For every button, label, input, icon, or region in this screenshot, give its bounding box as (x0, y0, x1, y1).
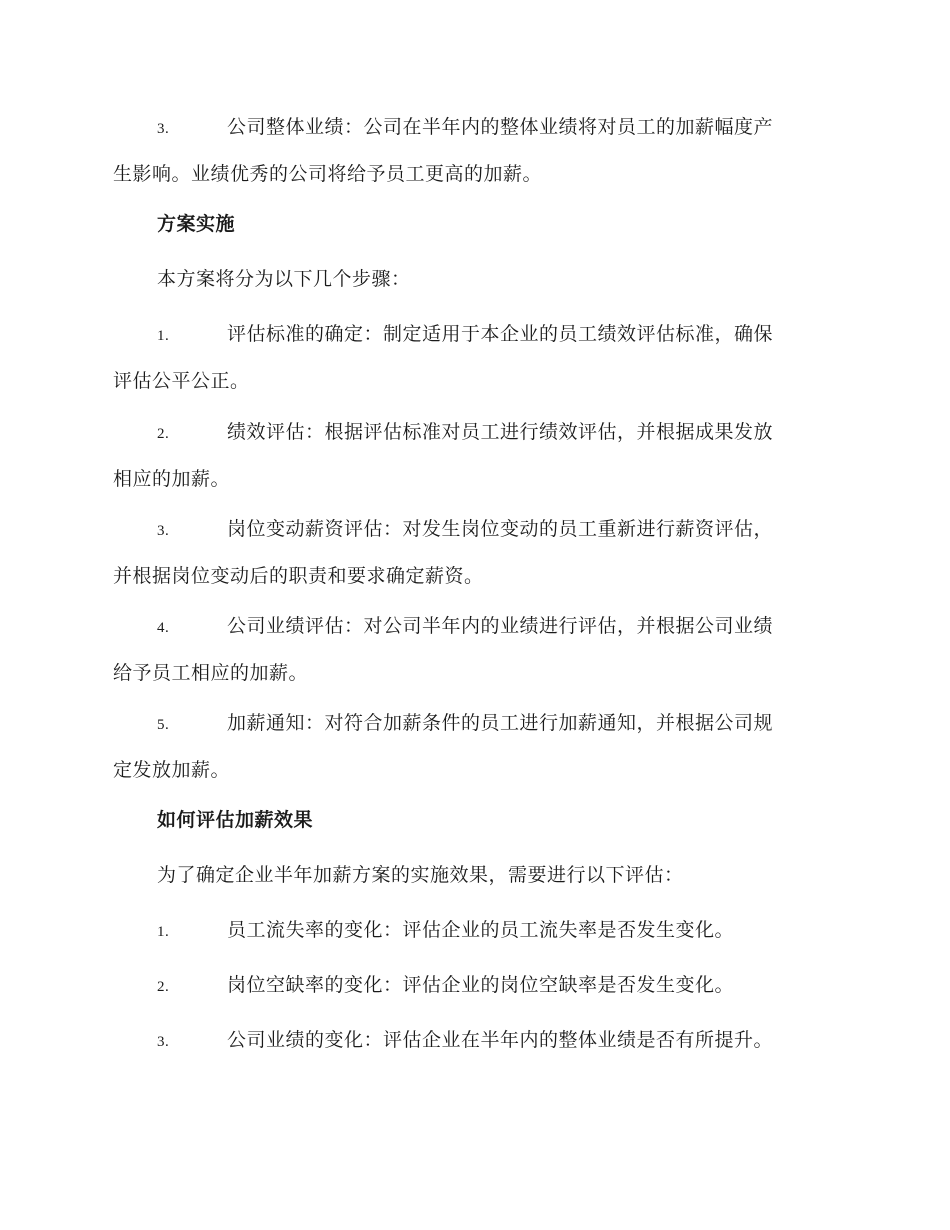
list-item (113, 105, 835, 197)
list-text-line1: 公司业绩评估：对公司半年内的业绩进行评估，并根据公司业绩 (227, 615, 774, 637)
list-text-line1: 岗位变动薪资评估：对发生岗位变动的员工重新进行薪资评估， (227, 518, 774, 540)
list-text-line2: 并根据岗位变动后的职责和要求确定薪资。 (113, 565, 484, 587)
list-text-line1: 评估标准的确定：制定适用于本企业的员工绩效评估标准，确保 (227, 323, 774, 345)
section-heading (113, 202, 835, 247)
section-intro (113, 257, 835, 302)
list-number: 3. (157, 1034, 170, 1050)
list-text: 员工流失率的变化：评估企业的员工流失率是否发生变化。 (227, 919, 735, 941)
list-text-line2: 给予员工相应的加薪。 (113, 662, 309, 684)
section-intro (113, 853, 835, 898)
list-text-line2: 相应的加薪。 (113, 468, 231, 490)
list-item (113, 507, 835, 599)
list-text-line2: 生影响。业绩优秀的公司将给予员工更高的加薪。 (113, 163, 543, 185)
list-item (113, 1018, 835, 1065)
list-text: 公司业绩的变化：评估企业在半年内的整体业绩是否有所提升。 (227, 1029, 774, 1051)
list-item (113, 604, 835, 696)
list-number: 3. (157, 121, 170, 137)
list-text-line2: 评估公平公正。 (113, 370, 250, 392)
list-text-line1: 公司整体业绩：公司在半年内的整体业绩将对员工的加薪幅度产 (227, 116, 774, 138)
list-item (113, 701, 835, 793)
list-item (113, 312, 835, 404)
list-text-line1: 绩效评估：根据评估标准对员工进行绩效评估，并根据成果发放 (227, 421, 774, 443)
list-item (113, 963, 835, 1010)
list-number: 1. (157, 924, 170, 940)
list-number: 4. (157, 620, 170, 636)
section-intro-text: 为了确定企业半年加薪方案的实施效果，需要进行以下评估： (157, 864, 684, 886)
list-text-line1: 加薪通知：对符合加薪条件的员工进行加薪通知，并根据公司规 (227, 712, 774, 734)
list-item (113, 410, 835, 502)
section-heading (113, 798, 835, 843)
list-number: 2. (157, 426, 170, 442)
section-heading-text: 方案实施 (157, 213, 236, 235)
list-text: 岗位空缺率的变化：评估企业的岗位空缺率是否发生变化。 (227, 974, 735, 996)
section-intro-text: 本方案将分为以下几个步骤： (157, 268, 411, 290)
list-item (113, 908, 835, 955)
list-number: 3. (157, 523, 170, 539)
list-number: 5. (157, 717, 170, 733)
list-number: 1. (157, 328, 170, 344)
list-text-line2: 定发放加薪。 (113, 759, 231, 781)
list-number: 2. (157, 979, 170, 995)
section-heading-text: 如何评估加薪效果 (157, 809, 314, 831)
